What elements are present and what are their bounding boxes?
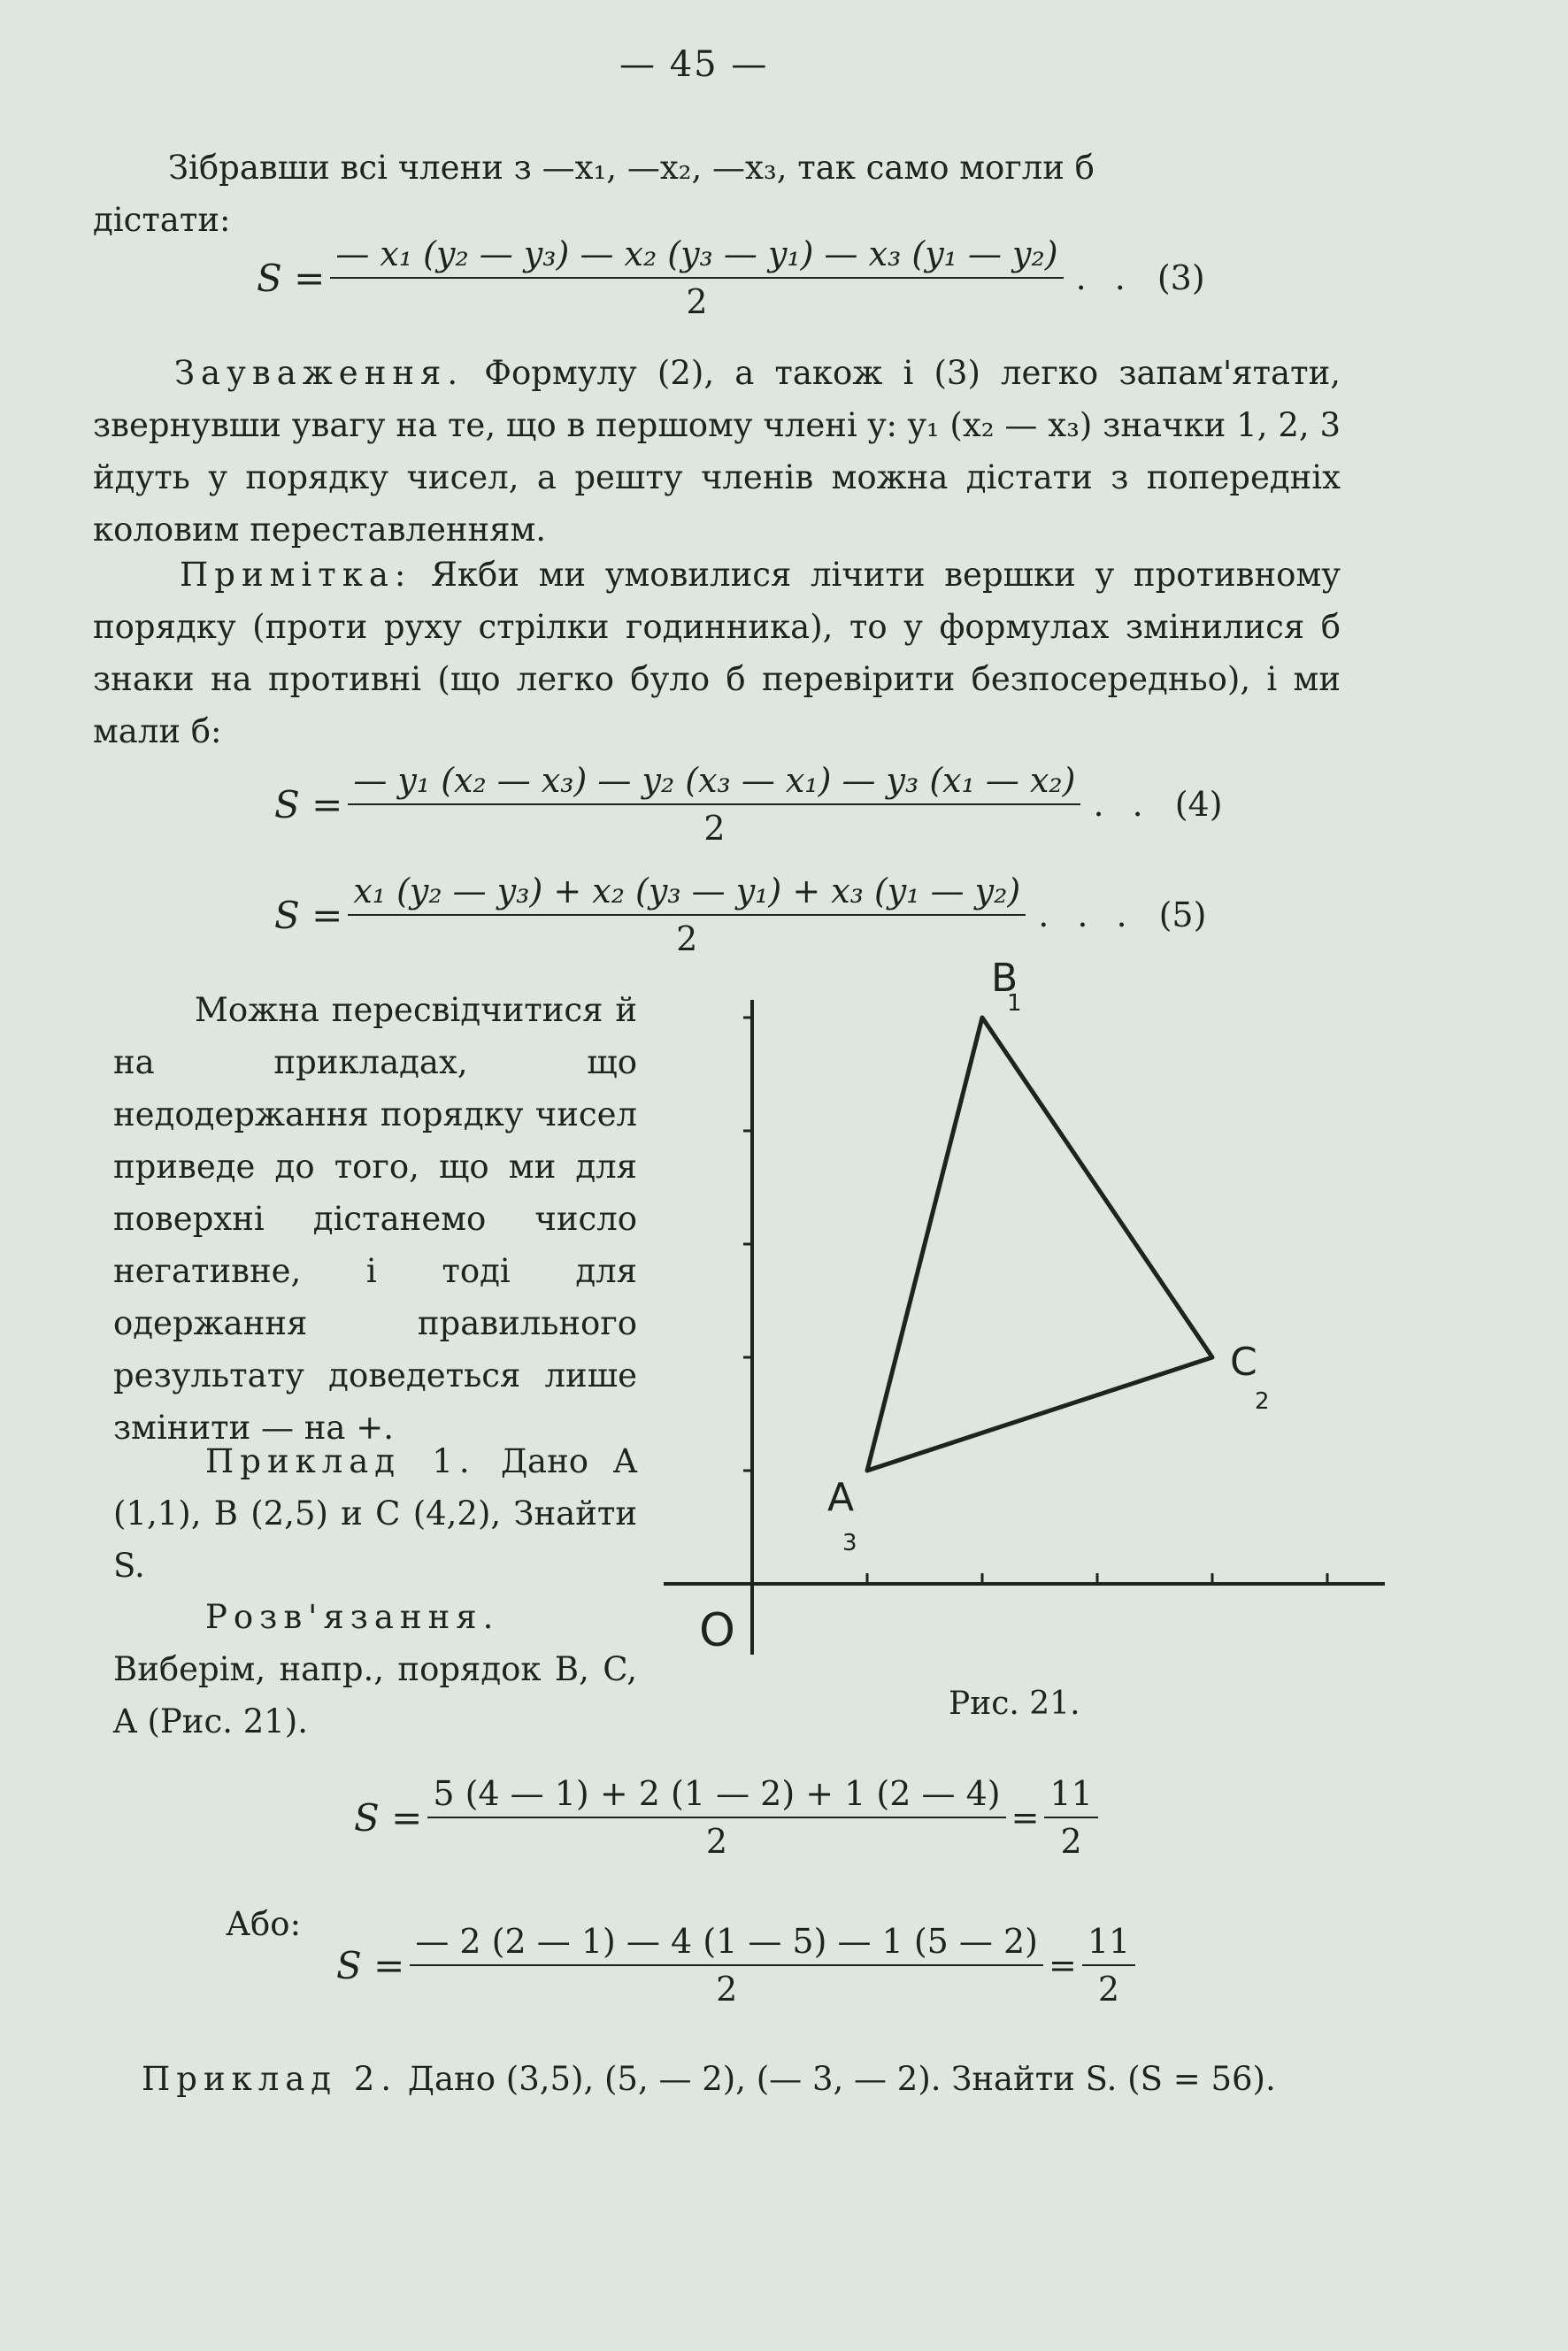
example2-text: Дано (3,5), (5, — 2), (— 3, — 2). Знайти S. (S = 56).: [407, 2060, 1276, 2098]
equation-3: S = $\frac{\text{— x₁ (y₂ — y₃) — x₂ (y₃ — y₁) — x₃ (y₁ — y₂)}}{2}$ . . (3): [257, 234, 1205, 321]
eq6-result: [1044, 1774, 1097, 1861]
eq7-lhs: S =: [336, 1943, 405, 1987]
side-text: Можна пересвідчитися й на прикладах, що недодержання порядку чисел приведе до того, що ми для поверхні дістанемо число негативне, і тоді для одержання правильного результату доведеться лише змінити — на +.: [113, 991, 637, 1447]
eq7-result-denominator: 2: [1097, 1970, 1120, 2009]
eq3-denominator: 2: [686, 282, 708, 321]
example2-label: Приклад 2.: [142, 2060, 398, 2098]
equation-example-1-alt: S = $\frac{— 2 (2 — 1) — 4 (1 — 5) — 1 (5 — 2)}{2}$ = $\frac{11}{2}$: [336, 1922, 1265, 2009]
eq7-result: [1082, 1922, 1135, 2009]
paragraph-example-2: [55, 2053, 1311, 2105]
equation-4: S = $\frac{\text{— y₁ (x₂ — x₃) — y₂ (x₃ — x₁) — y₃ (x₁ — x₂)}}{2}$ . . (4): [274, 761, 1223, 848]
eq5-fraction: [348, 872, 1026, 958]
paragraph-remark: [93, 347, 1341, 556]
intro-line-2: дістати:: [93, 201, 231, 239]
remark-label: Зауваження.: [174, 354, 465, 392]
eq7-denominator: 2: [716, 1970, 738, 2009]
paragraph-side: [113, 984, 637, 1454]
abo-label: Або:: [226, 1905, 302, 1943]
page-number: — 45 —: [619, 44, 769, 85]
eq6-lhs: S =: [354, 1795, 423, 1840]
note-text: Якби ми умовилися лічити вершки у противному порядку (проти руху стрілки годинника), то у формулах змінилися б знаки на противні (що легко було б перевірити безпосередньо), і ми мали б:: [93, 556, 1341, 750]
solution-text: Виберім, напр., порядок B, C, A (Рис. 21).: [113, 1650, 637, 1740]
vertex-index-C: 2: [1255, 1388, 1270, 1415]
eq6-result-denominator: 2: [1060, 1822, 1082, 1861]
figure-caption: Рис. 21.: [949, 1686, 1080, 1722]
paragraph-solution: [113, 1591, 637, 1748]
eq5-lhs: S =: [274, 893, 343, 937]
eq4-numerator: — y₁ (x₂ — x₃) — y₂ (x₃ — x₁) — y₃ (x₁ — x₂): [348, 761, 1080, 805]
triangle-abc: [867, 1018, 1212, 1471]
eq3-numerator: — x₁ (y₂ — y₃) — x₂ (y₃ — y₁) — x₃ (y₁ — y₂): [330, 234, 1063, 279]
eq4-fraction: [348, 761, 1080, 848]
figure-triangle-plot: [655, 956, 1389, 1663]
solution-label: Розв'язання.: [205, 1598, 500, 1636]
remark-text: Формулу (2), а також і (3) легко запам'ятати, звернувши увагу на те, що в першому члені y: y₁ (x₂ — x₃) значки 1, 2, 3 йдуть у порядку чисел, а решту членів можна дістати з попередніх коловим переставленням.: [93, 354, 1341, 549]
eq6-numerator: 5 (4 — 1) + 2 (1 — 2) + 1 (2 — 4): [427, 1774, 1005, 1818]
eq7-result-numerator: 11: [1082, 1922, 1135, 1966]
example1-label: Приклад 1.: [205, 1442, 476, 1480]
vertex-label-C: C: [1230, 1340, 1257, 1385]
intro-line-1: Зібравши всі члени з —x₁, —x₂, —x₃, так само могли б: [168, 149, 1095, 187]
vertex-index-A: 3: [842, 1530, 857, 1556]
eq4-denominator: 2: [703, 809, 726, 848]
eq7-fraction: [410, 1922, 1043, 2009]
eq3-fraction: [330, 234, 1063, 321]
vertex-index-B: 1: [1007, 990, 1022, 1017]
eq3-lhs: S =: [257, 256, 326, 300]
equation-example-1: S = $\frac{5 (4 — 1) + 2 (1 — 2) + 1 (2 — 4)}{2}$ = $\frac{11}{2}$: [354, 1774, 1239, 1861]
eq5-numerator: x₁ (y₂ — y₃) + x₂ (y₃ — y₁) + x₃ (y₁ — y₂): [348, 872, 1026, 916]
eq4-lhs: S =: [274, 782, 343, 826]
eq6-fraction: [427, 1774, 1005, 1861]
eq5-denominator: 2: [676, 919, 698, 958]
eq5-number: (5): [1158, 895, 1207, 934]
example1-text: Дано A (1,1), B (2,5) и C (4,2), Знайти S.: [113, 1442, 638, 1585]
vertex-label-A: A: [827, 1475, 855, 1520]
eq7-numerator: — 2 (2 — 1) — 4 (1 — 5) — 1 (5 — 2): [410, 1922, 1043, 1966]
eq6-denominator: 2: [705, 1822, 728, 1861]
equation-5: S = $\frac{\text{x₁ (y₂ — y₃) + x₂ (y₃ — y₁) + x₃ (y₁ — y₂)}}{2}$ . . . (5): [274, 872, 1207, 958]
eq6-result-numerator: 11: [1044, 1774, 1097, 1818]
paragraph-intro: [168, 142, 1336, 194]
eq3-number: (3): [1157, 258, 1205, 297]
paragraph-note: [93, 549, 1341, 757]
vertex-label-B: B: [991, 956, 1018, 1001]
note-label: Примітка:: [180, 556, 412, 594]
paragraph-example-1: [113, 1435, 637, 1592]
eq4-number: (4): [1174, 785, 1223, 824]
origin-label: O: [699, 1604, 735, 1657]
